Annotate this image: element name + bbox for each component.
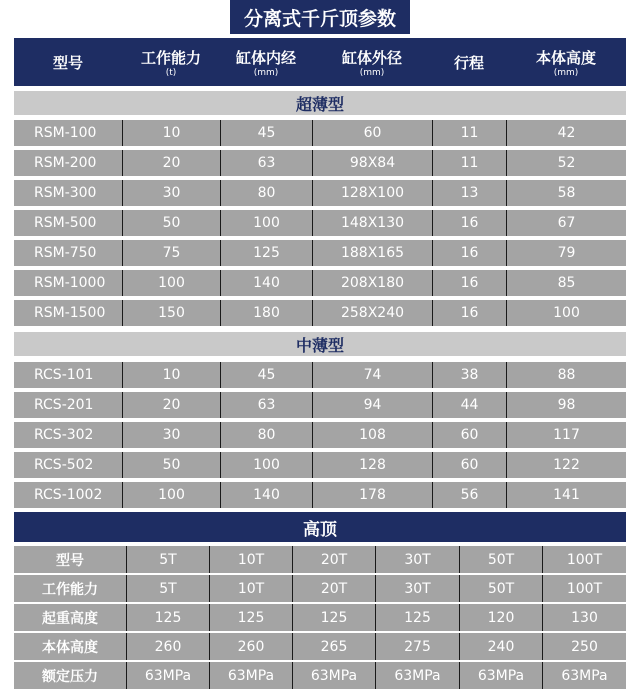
table-cell: RCS-101 [34,367,94,383]
header-height-label: 本体高度 [535,48,596,67]
table-cell: 63MPa [542,662,626,689]
table-cell: 20 [122,392,220,418]
table-row [14,633,626,660]
table-cell: RCS-201 [34,397,94,413]
header-inner-diameter [220,38,312,86]
section-ultra-thin: 超薄型 [14,91,626,115]
table-cell: 起重高度 [42,610,98,627]
table-cell: 130 [542,604,626,631]
table-row [14,270,626,296]
table-cell: 117 [506,422,626,448]
table-row [14,482,626,508]
table-cell: 74 [312,362,432,388]
table-cell: 10 [122,362,220,388]
table-cell: 125 [220,240,312,266]
table-cell: 50T [459,546,542,573]
table-cell: 98X84 [312,150,432,176]
table-cell: 42 [506,120,626,146]
table-cell: 128X100 [312,180,432,206]
table-row [14,546,626,573]
table-row [14,575,626,602]
table-cell: 100 [220,210,312,236]
header-model-label: 型号 [52,53,83,72]
table-row [14,392,626,418]
table-cell: 5T [126,546,209,573]
table-cell: 122 [506,452,626,478]
table-cell: 125 [126,604,209,631]
table-cell: 63MPa [209,662,292,689]
table-cell: 60 [432,452,506,478]
table-cell: 275 [375,633,459,660]
table-cell: 63MPa [292,662,375,689]
table-cell: 67 [506,210,626,236]
table-cell: 100 [506,300,626,326]
table-cell: 240 [459,633,542,660]
table-cell: 60 [312,120,432,146]
table-cell: 10T [209,546,292,573]
table-cell: 56 [432,482,506,508]
table-cell: 140 [220,482,312,508]
section-medium-thin: 中薄型 [14,332,626,356]
table-cell: 50 [122,210,220,236]
table-cell: 63 [220,392,312,418]
table-cell: 120 [459,604,542,631]
header-inner-label: 缸体内经 [235,48,296,67]
table-cell: 208X180 [312,270,432,296]
table-cell: 178 [312,482,432,508]
table-row [14,180,626,206]
table-row [14,210,626,236]
table-cell: RSM-1000 [34,275,106,291]
table-cell: 141 [506,482,626,508]
header-capacity-unit: (t) [165,67,177,78]
table-cell: 63MPa [126,662,209,689]
table-cell: 88 [506,362,626,388]
table-cell: 125 [292,604,375,631]
table-cell: 11 [432,120,506,146]
table-cell: RSM-750 [34,245,97,261]
table-cell: 10 [122,120,220,146]
table-cell: 30 [122,180,220,206]
table-cell: 60 [432,422,506,448]
table-cell: 16 [432,240,506,266]
table-cell: 100T [542,575,626,602]
table-cell: RSM-200 [34,155,97,171]
table-cell: 本体高度 [42,639,98,656]
table-row [14,422,626,448]
table-row [14,120,626,146]
table-cell: 30 [122,422,220,448]
table-cell: RSM-100 [34,125,97,141]
table-cell: 140 [220,270,312,296]
table-cell: 16 [432,270,506,296]
table-cell: RSM-1500 [34,305,106,321]
header-outer-unit: (mm) [359,67,385,78]
table-cell: 250 [542,633,626,660]
table-cell: 260 [126,633,209,660]
table-cell: 工作能力 [42,581,98,598]
table-cell: 80 [220,422,312,448]
header-capacity-label: 工作能力 [140,48,201,67]
section-high-top: 高顶 [14,512,626,542]
table-row [14,240,626,266]
table-cell: 20 [122,150,220,176]
table-cell: 5T [126,575,209,602]
table-cell: 10T [209,575,292,602]
table-cell: 100 [122,482,220,508]
table-cell: 80 [220,180,312,206]
table-cell: 100 [220,452,312,478]
table-row [14,452,626,478]
header-height-unit: (mm) [553,67,579,78]
table-cell: 额定压力 [42,668,98,685]
table-cell: 63 [220,150,312,176]
table-cell: 63MPa [375,662,459,689]
table-row [14,300,626,326]
table-row [14,662,626,689]
table-cell: 45 [220,120,312,146]
table-cell: 180 [220,300,312,326]
table-cell: 52 [506,150,626,176]
table-cell: 45 [220,362,312,388]
table-cell: 50T [459,575,542,602]
header-model [14,38,122,86]
table-cell: 30T [375,575,459,602]
table-cell: 265 [292,633,375,660]
table-cell: 16 [432,300,506,326]
table-cell: 100 [122,270,220,296]
table-cell: 258X240 [312,300,432,326]
table-cell: 85 [506,270,626,296]
table-cell: 11 [432,150,506,176]
table-cell: 125 [209,604,292,631]
table-cell: 260 [209,633,292,660]
table-cell: 38 [432,362,506,388]
table-cell: 16 [432,210,506,236]
table-cell: 150 [122,300,220,326]
table-cell: 79 [506,240,626,266]
table-cell: 128 [312,452,432,478]
table-cell: RCS-502 [34,457,94,473]
table-cell: 108 [312,422,432,448]
table-cell: 44 [432,392,506,418]
header-stroke-label: 行程 [453,53,484,72]
table-cell: 50 [122,452,220,478]
header-inner-unit: (mm) [253,67,279,78]
header-body-height [506,38,626,86]
header-outer-label: 缸体外径 [341,48,402,67]
table-cell: RSM-500 [34,215,97,231]
table-cell: 20T [292,575,375,602]
table-cell: RCS-1002 [34,487,103,503]
page-title: 分离式千斤顶参数 [230,0,410,34]
table-cell: 型号 [56,552,84,569]
table-header [14,38,626,86]
table-cell: 148X130 [312,210,432,236]
table-cell: 20T [292,546,375,573]
table-row [14,150,626,176]
table-row [14,362,626,388]
table-cell: RSM-300 [34,185,97,201]
table-cell: 30T [375,546,459,573]
table-cell: RCS-302 [34,427,94,443]
table-cell: 63MPa [459,662,542,689]
table-cell: 94 [312,392,432,418]
table-cell: 100T [542,546,626,573]
table-cell: 98 [506,392,626,418]
table-row [14,604,626,631]
table-cell: 75 [122,240,220,266]
header-outer-diameter [312,38,432,86]
header-capacity [122,38,220,86]
table-cell: 188X165 [312,240,432,266]
table-cell: 125 [375,604,459,631]
table-cell: 58 [506,180,626,206]
table-cell: 13 [432,180,506,206]
header-stroke [432,38,506,86]
